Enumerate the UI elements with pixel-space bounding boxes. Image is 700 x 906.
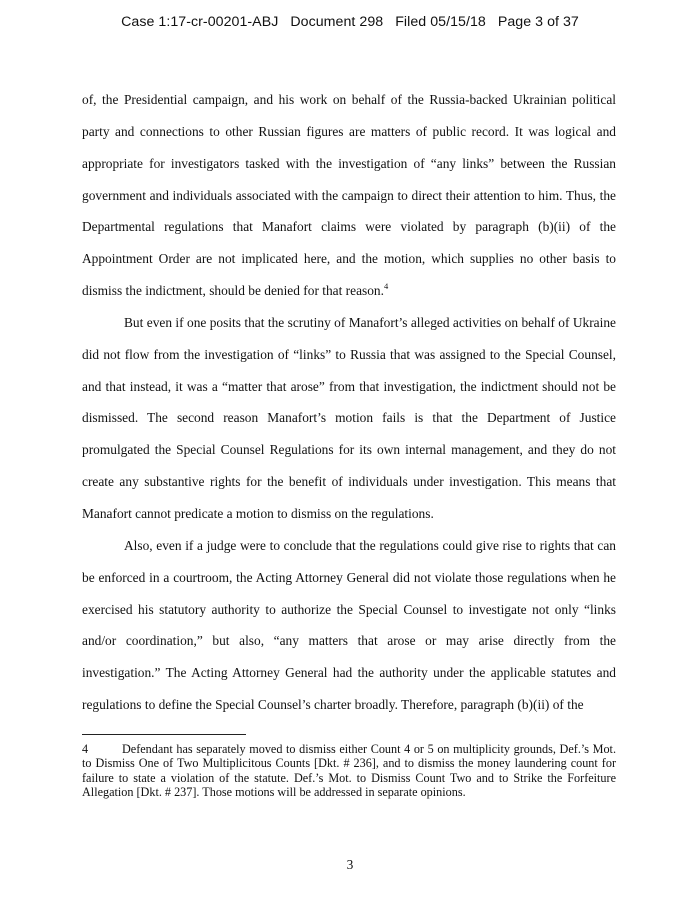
footnote-number: 4 — [82, 742, 89, 756]
page-number: 3 — [346, 857, 354, 872]
body-text — [82, 84, 616, 721]
footnote — [82, 742, 616, 800]
paragraph-2: But even if one posits that the scrutiny of Manafort’s alleged activities on behalf of Ukraine did not flow from the investigation of “links” to Russia that was assigned to the Special Counsel, and that instead, it was a “matter that arose” from that investigation, the indictment should not be dismissed. The second reason Manafort’s motion fails is that the Department of Justice promulgated the Special Counsel Regulations for its own internal management, and they do not create any substantive rights for the benefit of individuals under investigation. This means that Manafort cannot predicate a motion to dismiss on the regulations. — [82, 314, 616, 521]
case-number: Case 1:17-cr-00201-ABJ — [121, 14, 279, 30]
paragraph-1 — [82, 84, 616, 307]
footnote-text: Defendant has separately moved to dismiss either Count 4 or 5 on multiplicity grounds, Def.’s Mot. to Dismiss One of Two Multiplicitous Counts [Dkt. # 236], and to dismiss the money laundering count for failure to state a violation of the statute. Def.’s Mot. to Dismiss Count Two and to Strike the Forfeiture Allegation [Dkt. # 237]. Those motions will be addressed in separate opinions. — [82, 742, 616, 800]
footnote-divider — [82, 734, 246, 735]
document-number: Document 298 — [290, 14, 384, 30]
filed-date: Filed 05/15/18 — [395, 14, 486, 30]
paragraph-1-text: of, the Presidential campaign, and his work on behalf of the Russia-backed Ukrainian political party and connections to other Russian figures are matters of public record. It was logical and appropriate for investigators tasked with the investigation of “any links” between the Russian government and individuals associated with the campaign to direct their attention to him. Thus, the Departmental regulations that Manafort claims were violated by paragraph (b)(ii) of the Appointment Order are not implicated here, and the motion, which supplies no other basis to dismiss the indictment, should be denied for that reason. — [82, 92, 616, 299]
page-indicator: Page 3 of 37 — [497, 14, 579, 30]
paragraph-3: Also, even if a judge were to conclude that the regulations could give rise to rights that can be enforced in a courtroom, the Acting Attorney General did not violate those regulations when he exercised his statutory authority to authorize the Special Counsel to investigate not only “links and/or coordination,” but also, “any matters that arose or may arise directly from the investigation.” The Acting Attorney General had the authority under the applicable statutes and regulations to define the Special Counsel’s charter broadly. Therefore, paragraph (b)(ii) of the — [82, 537, 616, 713]
case-header — [0, 14, 700, 30]
footnote-reference: 4 — [383, 281, 389, 292]
